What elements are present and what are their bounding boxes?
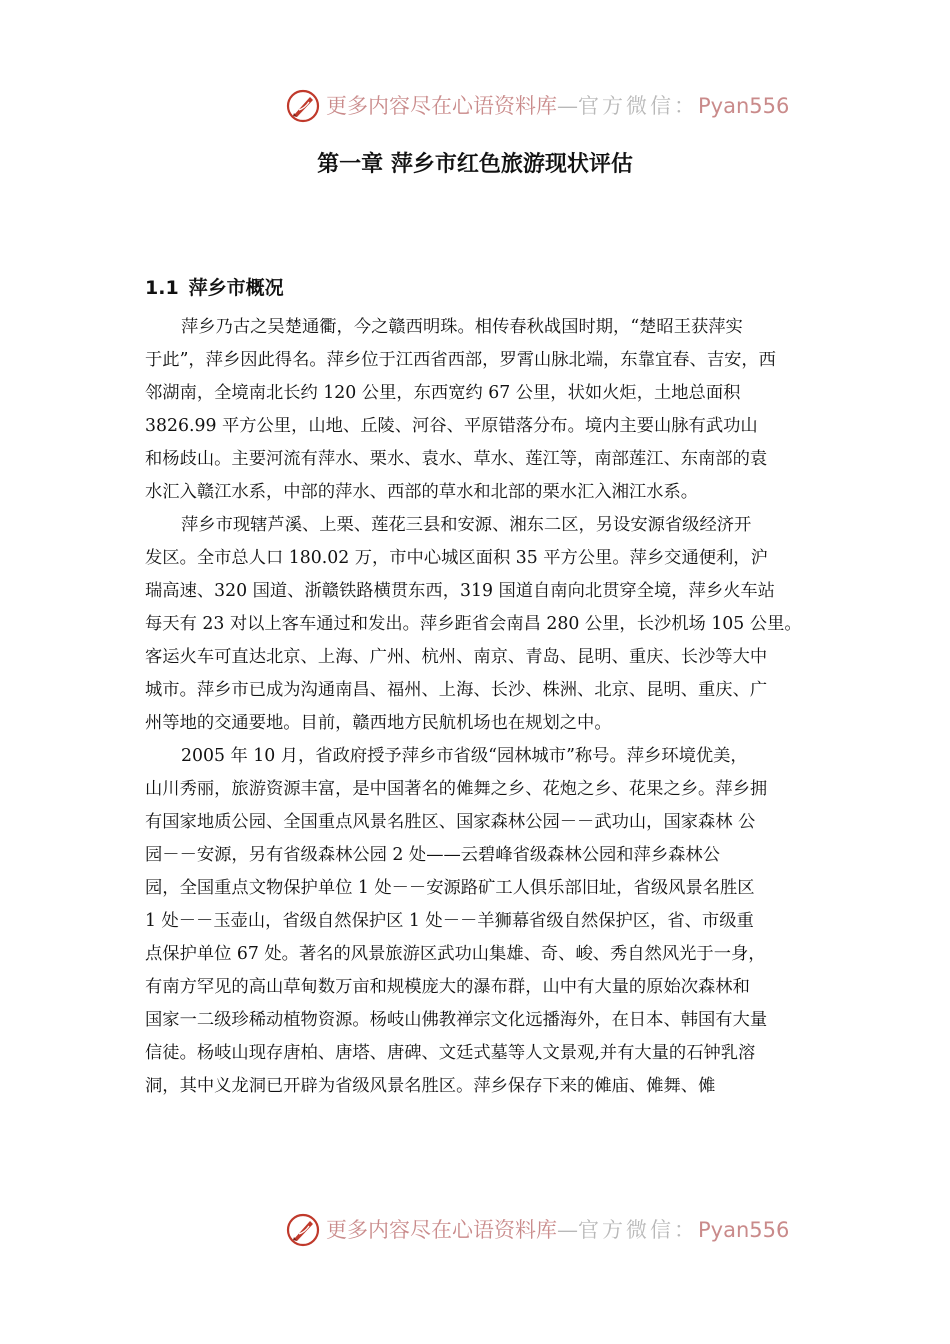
paragraph-line: 萍乡市现辖芦溪、上栗、莲花三县和安源、湘东二区，另设安源省级经济开 bbox=[181, 515, 752, 535]
section-title-text: 萍乡市概况 bbox=[188, 277, 284, 299]
paragraph-line: 2005 年 10 月，省政府授予萍乡市省级“园林城市”称号。萍乡环境优美， bbox=[181, 746, 748, 766]
watermark-dash: — bbox=[557, 94, 578, 118]
paragraph-line: 每天有 23 对以上客车通过和发出。萍乡距省会南昌 280 公里，长沙机场 105 公里。 bbox=[145, 614, 802, 634]
watermark-text bbox=[326, 1217, 789, 1243]
watermark-wechat-id: Pyan556 bbox=[698, 94, 790, 118]
section-title bbox=[145, 274, 284, 302]
quill-pen-logo-icon bbox=[285, 1212, 321, 1248]
paragraph-line: 园，全国重点文物保护单位 1 处－－安源路矿工人俱乐部旧址，省级风景名胜区 bbox=[145, 878, 755, 898]
chapter-title: 第一章 萍乡市红色旅游现状评估 bbox=[317, 152, 633, 177]
section-number: 1.1 bbox=[145, 277, 179, 299]
paragraph-line: 水汇入赣江水系，中部的萍水、西部的草水和北部的栗水汇入湘江水系。 bbox=[145, 482, 699, 502]
watermark-wechat-id: Pyan556 bbox=[698, 1218, 790, 1242]
paragraph-line: 发区。全市总人口 180.02 万，市中心城区面积 35 平方公里。萍乡交通便利，沪 bbox=[145, 548, 768, 568]
watermark-footer bbox=[0, 1210, 950, 1250]
watermark-text bbox=[326, 93, 789, 119]
paragraph-line: 有国家地质公园、全国重点风景名胜区、国家森林公园－－武功山，国家森林 公 bbox=[145, 812, 756, 832]
paragraph-line: 和杨歧山。主要河流有萍水、栗水、袁水、草水、莲江等，南部莲江、东南部的袁 bbox=[145, 449, 768, 469]
paragraph-line: 国家一二级珍稀动植物资源。杨岐山佛教禅宗文化远播海外，在日本、韩国有大量 bbox=[145, 1010, 768, 1030]
watermark-dash: — bbox=[557, 1218, 578, 1242]
paragraph-line: 邻湖南，全境南北长约 120 公里，东西宽约 67 公里，状如火炬，土地总面积 bbox=[145, 383, 741, 403]
body-text bbox=[145, 311, 815, 1103]
watermark-header bbox=[0, 86, 950, 126]
paragraph-line: 园－－安源，另有省级森林公园 2 处——云碧峰省级森林公园和萍乡森林公 bbox=[145, 845, 720, 865]
quill-pen-logo-icon bbox=[285, 88, 321, 124]
paragraph-line: 萍乡乃古之吴楚通衢，今之赣西明珠。相传春秋战国时期，“楚昭王获萍实 bbox=[181, 317, 743, 337]
paragraph-line: 城市。萍乡市已成为沟通南昌、福州、上海、长沙、株洲、北京、昆明、重庆、广 bbox=[145, 680, 768, 700]
watermark-wechat-label: 官方微信： bbox=[578, 1218, 698, 1242]
paragraph-line: 点保护单位 67 处。著名的风景旅游区武功山集雄、奇、峻、秀自然风光于一身， bbox=[145, 944, 766, 964]
paragraph-line: 1 处－－玉壶山，省级自然保护区 1 处－－羊狮幕省级自然保护区，省、市级重 bbox=[145, 911, 754, 931]
paragraph-line: 山川秀丽，旅游资源丰富，是中国著名的傩舞之乡、花炮之乡、花果之乡。萍乡拥 bbox=[145, 779, 768, 799]
paragraph-line: 洞，其中义龙洞已开辟为省级风景名胜区。萍乡保存下来的傩庙、傩舞、傩 bbox=[145, 1076, 716, 1096]
paragraph-line: 瑞高速、320 国道、浙赣铁路横贯东西，319 国道自南向北贯穿全境，萍乡火车站 bbox=[145, 581, 775, 601]
watermark-brand: 更多内容尽在心语资料库 bbox=[326, 94, 557, 118]
paragraph-line: 有南方罕见的高山草甸数万亩和规模庞大的瀑布群，山中有大量的原始次森林和 bbox=[145, 977, 750, 997]
paragraph-line: 于此”，萍乡因此得名。萍乡位于江西省西部，罗霄山脉北端，东靠宜春、吉安，西 bbox=[145, 350, 776, 370]
paragraph-line: 信徒。杨岐山现存唐柏、唐塔、唐碑、文廷式墓等人文景观,并有大量的石钟乳溶 bbox=[145, 1043, 756, 1063]
paragraph-line: 州等地的交通要地。目前，赣西地方民航机场也在规划之中。 bbox=[145, 713, 612, 733]
paragraph-line: 3826.99 平方公里，山地、丘陵、河谷、平原错落分布。境内主要山脉有武功山 bbox=[145, 416, 758, 436]
paragraph-line: 客运火车可直达北京、上海、广州、杭州、南京、青岛、昆明、重庆、长沙等大中 bbox=[145, 647, 768, 667]
watermark-wechat-label: 官方微信： bbox=[578, 94, 698, 118]
watermark-brand: 更多内容尽在心语资料库 bbox=[326, 1218, 557, 1242]
